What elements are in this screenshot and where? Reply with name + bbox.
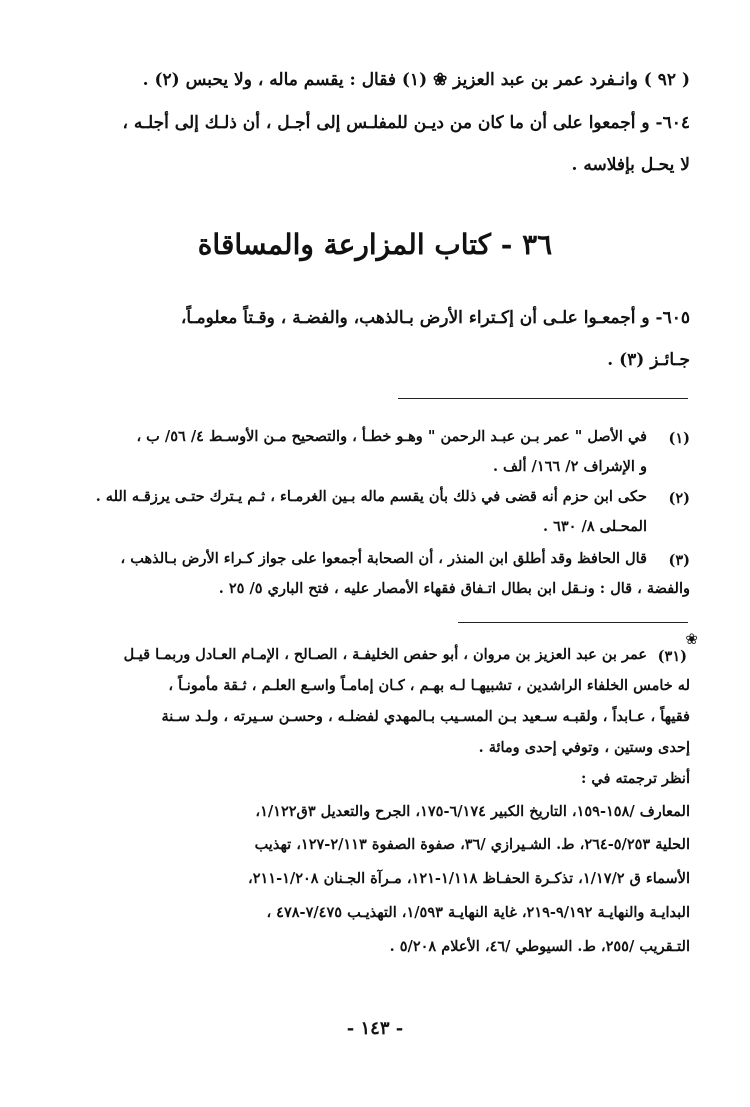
footnote-1-line-2: و الإشراف ٢/ ١٦٦/ ألف . — [492, 458, 647, 475]
biography-line-4: إحدى وستين ، وتوفي إحدى ومائة . — [478, 739, 690, 756]
biography-number: (٣١) — [657, 648, 687, 665]
biography-line-7: الحلية ٥/٢٥٣-٢٦٤، ط. الشـيرازي /٣٦، صفوة الصفوة ٢/١١٣-١٢٧، تهذيب — [254, 836, 690, 853]
paragraph-605-line-2: جـائـز (٣) . — [607, 350, 690, 370]
biography-line-10: التـقريب /٢٥٥، ط. السيوطي /٤٦، الأعلام ٥/٢٠٨ . — [389, 938, 690, 955]
biography-line-2: له خامس الخلفاء الراشدين ، تشبيهـا لـه بهـم ، كـان إمامـاً واسـع العلـم ، ثـقة مأمونـاً ، — [168, 677, 690, 694]
paragraph-92-line: ( ٩٢ ) وانـفرد عمر بن عبد العزيز ❀ (١) فقال : يقسم ماله ، ولا يحبس (٢) . — [142, 70, 690, 90]
footnote-number-1: (١) — [668, 430, 690, 447]
biography-separator — [458, 622, 688, 623]
footnote-3-line-2: والفضة ، قال : ونـقل ابن بطال اتـفاق فقهاء الأمصار عليه ، فتح الباري ٥/ ٢٥ . — [218, 580, 690, 597]
flower-marker-icon: ❀ — [685, 630, 698, 648]
paragraph-605-line-1: ٦٠٥- و أجمعـوا علـى أن إكـتراء الأرض بـالذهب، والفضـة ، وقـتاً معلومـاً، — [180, 308, 690, 328]
footnote-separator — [398, 398, 688, 399]
footnote-2-line-1: حكى ابن حزم أنه قضى في ذلك بأن يقسم ماله بـين الغرمـاء ، ثـم يـترك حتـى يرزقـه الله . — [95, 488, 647, 505]
chapter-title: ٣٦ - كتاب المزارعة والمساقاة — [197, 228, 553, 261]
biography-line-6: المعارف /١٥٨-١٥٩، التاريخ الكبير ٦/١٧٤-١٧٥، الجرح والتعديل ٣ق١/١٢٢، — [255, 803, 690, 820]
paragraph-604-line-2: لا يحـل بإفلاسه . — [571, 155, 690, 175]
footnote-3-line-1: قال الحافظ وقد أطلق ابن المنذر ، أن الصحابة أجمعوا على جواز كـراء الأرض بـالذهب ، — [120, 550, 647, 567]
biography-line-1: عمر بن عبد العزيز بن مروان ، أبو حفص الخليفـة ، الصـالح ، الإمـام العـادل وربمـا قيـل — [123, 646, 647, 663]
biography-line-8: الأسماء ق ١/١٧/٢، تذكـرة الحفـاظ ١/١١٨-١٢١، مـرآة الجـنان ١/٢٠٨-٢١١، — [248, 870, 690, 887]
biography-line-5: أنظر ترجمته في : — [580, 770, 690, 787]
footnote-1-line-1: في الأصل " عمر بـن عبـد الرحمن " وهـو خطـأ ، والتصحيح مـن الأوسـط ٤/ ٥٦/ ب ، — [136, 428, 647, 445]
biography-line-9: البدايـة والنهايـة ٩/١٩٢-٢١٩، غاية النهايـة ١/٥٩٣، التهذيـب ٧/٤٧٥-٤٧٨ ، — [266, 904, 690, 921]
biography-line-3: فقيهاً ، عـابداً ، ولقبـه سـعيد بـن المسـيب بـالمهدي لفضلـه ، وحسـن سـيرته ، ولـد سـنة — [161, 708, 690, 725]
footnote-2-line-2: المحـلى ٨/ ٦٣٠ . — [542, 518, 647, 535]
page-number: - ١٤٣ - — [346, 1018, 404, 1039]
paragraph-604-line-1: ٦٠٤- و أجمعوا على أن ما كان من ديـن للمفلـس إلى أجـل ، أن ذلـك إلى أجلـه ، — [122, 113, 690, 133]
footnote-number-3: (٣) — [668, 552, 690, 569]
footnote-number-2: (٢) — [668, 490, 690, 507]
